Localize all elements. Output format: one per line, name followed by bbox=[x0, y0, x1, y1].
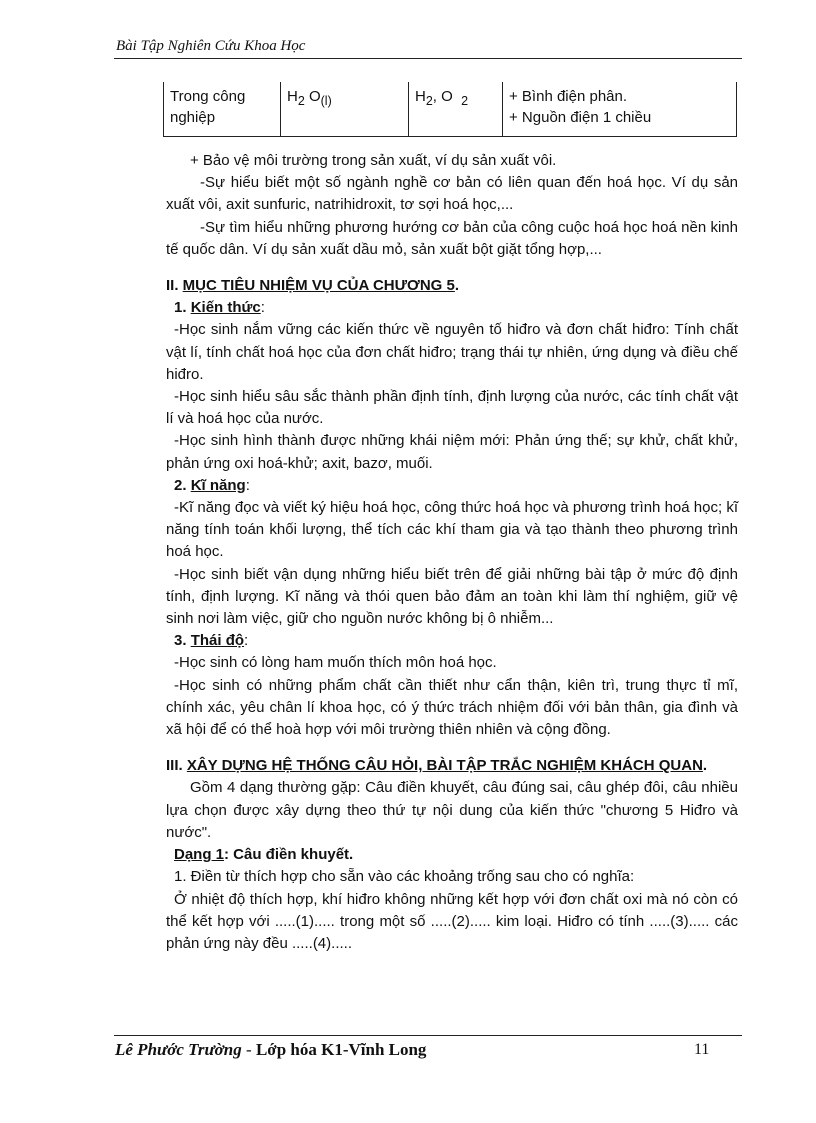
section-number: III. bbox=[166, 757, 187, 775]
formula-text: H bbox=[287, 88, 298, 105]
cell-line: + Bình điện phân. bbox=[509, 88, 628, 105]
subheading-number: 2. bbox=[174, 476, 191, 494]
subheading-number: 1. bbox=[174, 299, 191, 317]
paragraph: -Sự tìm hiểu những phương hướng cơ bản của công cuộc hoá học hoá nền kinh tế quốc dân. Ví dụ sản xuất dầu mỏ, sản xuất bột giặt tổng hợp,... bbox=[166, 218, 738, 258]
section-heading bbox=[166, 755, 738, 777]
table-cell-reactant bbox=[281, 82, 409, 137]
footer-divider bbox=[114, 1035, 742, 1036]
footer-class: Lớp hóa K1-Vĩnh Long bbox=[255, 1040, 427, 1059]
section-title: MỤC TIÊU NHIỆM VỤ CỦA CHƯƠNG 5 bbox=[182, 277, 455, 295]
paragraph: -Học sinh có lòng ham muốn thích môn hoá học. bbox=[174, 654, 497, 672]
table-cell-equipment bbox=[503, 82, 737, 137]
paragraph: 1. Điền từ thích hợp cho sẵn vào các khoảng trống sau cho có nghĩa: bbox=[174, 868, 635, 886]
subheading bbox=[166, 844, 738, 866]
subheading-rest: : Câu điền khuyết. bbox=[224, 846, 354, 864]
cell-line: + Nguồn điện 1 chiều bbox=[509, 109, 652, 126]
table-row bbox=[164, 82, 737, 137]
footer-credit bbox=[115, 1040, 426, 1060]
formula-subscript: 2 bbox=[425, 94, 433, 108]
paragraph: -Học sinh hiểu sâu sắc thành phần định tính, định lượng của nước, các tính chất vật lí và hoá học của nước. bbox=[166, 388, 738, 428]
formula-text: , O bbox=[432, 88, 453, 105]
method-table bbox=[163, 82, 737, 137]
subheading-label: Kiến thức bbox=[190, 299, 261, 317]
footer-separator: - bbox=[241, 1040, 256, 1059]
subheading bbox=[166, 475, 738, 497]
formula-text: O bbox=[304, 88, 321, 105]
running-header: Bài Tập Nghiên Cứu Khoa Học bbox=[116, 38, 306, 54]
page-body bbox=[166, 150, 738, 955]
paragraph: Gồm 4 dạng thường gặp: Câu điền khuyết, câu đúng sai, câu ghép đôi, câu nhiều lựa chọn được xây dựng theo thứ tự nội dung của kiến thức "chương 5 Hiđro và nước". bbox=[166, 779, 738, 841]
paragraph: Ở nhiệt độ thích hợp, khí hiđro không những kết hợp với đơn chất oxi mà nó còn có thể kết hợp với .....(1)..... trong một số .....(2)..... kim loại. Hiđro có tính .....(3)..... các phản ứng này đều .....(4)..... bbox=[166, 890, 738, 952]
paragraph: -Học sinh hình thành được những khái niệm mới: Phản ứng thế; sự khử, chất khử, phản ứng oxi hoá-khử; axit, bazơ, muối. bbox=[166, 432, 738, 472]
section-suffix: . bbox=[454, 277, 460, 295]
formula-subscript: (l) bbox=[320, 94, 332, 108]
cell-line: nghiệp bbox=[170, 109, 216, 126]
subheading bbox=[166, 297, 738, 319]
paragraph: -Học sinh nắm vững các kiến thức về nguyên tố hiđro và đơn chất hiđro: Tính chất vật lí, tính chất hoá học của đơn chất hiđro; trạng thái tự nhiên, ứng dụng và điều chế hiđro. bbox=[166, 321, 738, 383]
subheading-label: Kĩ năng bbox=[190, 476, 246, 494]
section-heading bbox=[166, 275, 738, 297]
subheading-label: Dạng 1 bbox=[174, 846, 225, 864]
section-suffix: . bbox=[702, 757, 708, 775]
paragraph: + Bảo vệ môi trường trong sản xuất, ví dụ sản xuất vôi. bbox=[190, 152, 557, 169]
subheading-colon: : bbox=[260, 299, 265, 317]
table-cell-context bbox=[164, 82, 281, 137]
formula-subscript: 2 bbox=[297, 94, 305, 108]
paragraph: -Học sinh biết vận dụng những hiểu biết trên để giải những bài tập ở mức độ định tính, định lượng. Kĩ năng và thói quen bảo đảm an toàn khi làm thí nghiệm, giữ vệ sinh nơi làm việc, giữ cho nguồn nước không bị ô nhiễm... bbox=[166, 565, 738, 628]
paragraph: -Sự hiểu biết một số ngành nghề cơ bản có liên quan đến hoá học. Ví dụ sản xuất vôi, axit sunfuric, natrihidroxit, tơ sợi hoá học,... bbox=[166, 174, 738, 214]
page-number: 11 bbox=[694, 1041, 710, 1058]
table-cell-product bbox=[409, 82, 503, 137]
cell-line: Trong công bbox=[170, 88, 246, 105]
subheading-colon: : bbox=[244, 632, 249, 650]
paragraph: -Kĩ năng đọc và viết ký hiệu hoá học, công thức hoá học và phương trình hoá học; kĩ năng tính toán khối lượng, thể tích các khí tham gia và tạo thành theo phương trình hoá học. bbox=[166, 499, 738, 561]
subheading-label: Thái độ bbox=[190, 632, 245, 650]
subheading bbox=[166, 630, 738, 652]
formula-text: H bbox=[415, 88, 426, 105]
header-divider bbox=[114, 58, 742, 59]
paragraph: -Học sinh có những phẩm chất cần thiết như cẩn thận, kiên trì, trung thực tỉ mĩ, chính xác, yêu chân lí khoa học, có ý thức trách nhiệm đối với bản thân, gia đình và xã hội để có thể hoà hợp với môi trường thiên nhiên và cộng đồng. bbox=[166, 676, 738, 739]
section-title: XÂY DỰNG HỆ THỐNG CÂU HỎI, BÀI TẬP TRẮC NGHIỆM KHÁCH QUAN bbox=[186, 757, 703, 775]
formula-subscript: 2 bbox=[461, 94, 469, 108]
section-number: II. bbox=[166, 277, 183, 295]
footer-author: Lê Phước Trường bbox=[115, 1040, 242, 1059]
subheading-colon: : bbox=[245, 476, 250, 494]
subheading-number: 3. bbox=[174, 632, 191, 650]
